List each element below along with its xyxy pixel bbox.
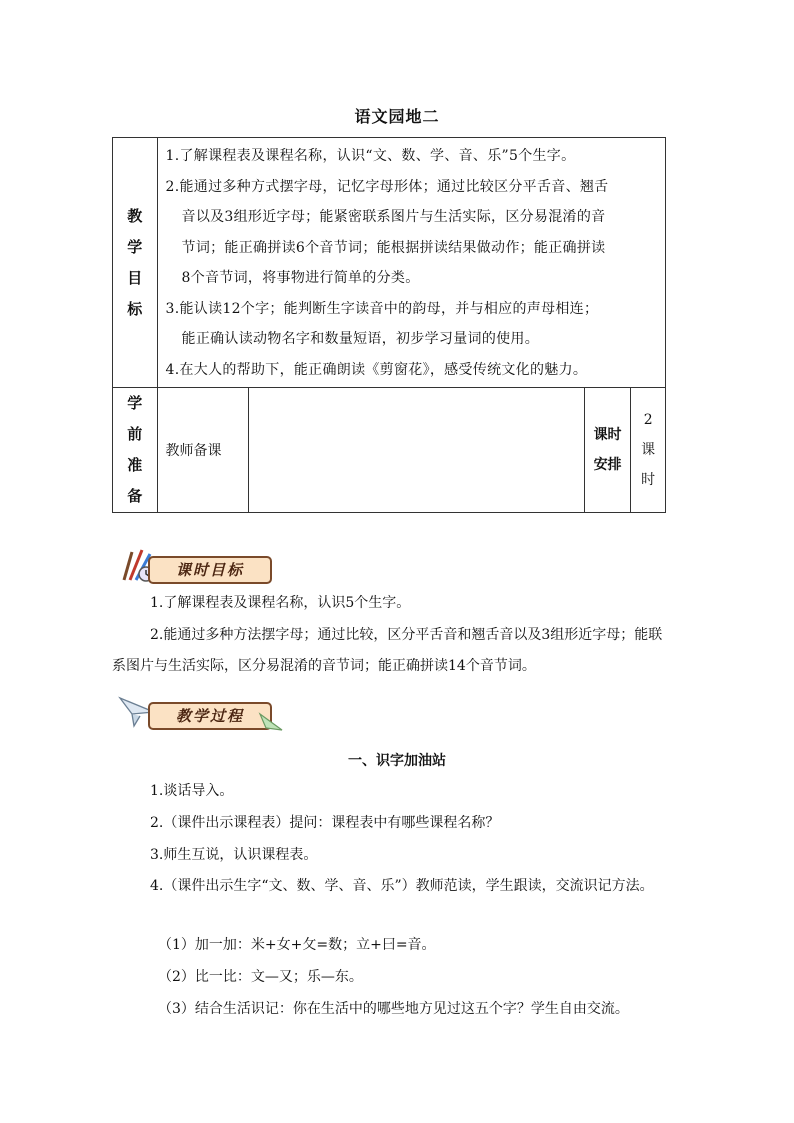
time-header-line: 安排 [593, 457, 622, 473]
goals-header-char: 标 [127, 299, 143, 318]
goal-line: 3.能认读12个字；能判断生字读音中的韵母，并与相应的声母相连； [165, 300, 599, 317]
objective-item: 2.能通过多种方法摆字母；通过比较，区分平舌音和翘舌音以及3组形近字母；能联系图片与生活实际，区分易混淆的音节词；能正确拼读14个音节词。 [112, 627, 663, 674]
goals-header-char: 目 [127, 268, 143, 287]
goal-line: 能正确认读动物名字和数量短语，初步学习量词的使用。 [181, 331, 540, 347]
goals-row [113, 138, 666, 388]
objectives-badge-label: 课时目标 [148, 556, 272, 584]
plane-tail-icon [258, 712, 284, 734]
prep-header-char: 前 [127, 425, 143, 443]
goal-line: 8个音节词，将事物进行简单的分类。 [181, 270, 420, 286]
prep-row [113, 388, 666, 513]
goal-line: 节词；能正确拼读6个音节词；能根据拼读结果做动作；能正确拼读 [181, 239, 606, 256]
objective-item: 1.了解课程表及课程名称，认识5个生字。 [150, 595, 411, 611]
step-item: 3.师生互说，认识课程表。 [150, 847, 318, 863]
prep-text: 教师备课 [157, 388, 249, 513]
blank-cell [249, 388, 584, 513]
substep-item: （3）结合生活识记：你在生活中的哪些地方见过这五个字？学生自由交流。 [158, 1001, 629, 1017]
time-value-line: 课 [641, 442, 656, 458]
step-item: 1.谈话导入。 [150, 783, 234, 799]
time-value [631, 388, 666, 513]
goal-line: 4.在大人的帮助下，能正确朗读《剪窗花》，感受传统文化的魅力。 [165, 361, 588, 378]
goals-cell [157, 138, 665, 388]
prep-header-char: 准 [127, 456, 143, 474]
goals-header-char: 学 [127, 237, 143, 256]
page-title: 语文园地二 [354, 107, 440, 126]
prep-header [113, 388, 158, 513]
goals-header-char: 教 [127, 206, 143, 225]
time-value-line: 时 [641, 472, 656, 488]
process-badge [118, 698, 278, 728]
substep-item: （2）比一比：文—又；乐—东。 [158, 969, 363, 985]
goal-line: 1.了解课程表及课程名称，认识“文、数、学、音、乐”5个生字。 [165, 148, 576, 164]
lesson-plan-table [112, 137, 666, 513]
objectives-badge [118, 552, 278, 582]
substep-item: （1）加一加：米+女+攵=数；立+曰=音。 [158, 937, 436, 953]
step-item: 2.（课件出示课程表）提问：课程表中有哪些课程名称？ [150, 815, 500, 831]
section-heading: 一、识字加油站 [348, 753, 446, 769]
time-header [584, 388, 630, 513]
time-header-line: 课时 [593, 427, 622, 443]
goals-header [113, 138, 158, 388]
goal-line: 2.能通过多种方式摆字母，记忆字母形体；通过比较区分平舌音、翘舌 [165, 178, 609, 195]
process-badge-label: 教学过程 [148, 702, 272, 730]
goal-line: 音以及3组形近字母；能紧密联系图片与生活实际，区分易混淆的音 [181, 209, 606, 225]
time-value-line: 2 [643, 412, 653, 428]
prep-header-char: 备 [127, 487, 143, 505]
step-item: 4.（课件出示生字“文、数、学、音、乐”）教师范读，学生跟读，交流识记方法。 [150, 878, 654, 894]
prep-header-char: 学 [127, 394, 143, 412]
